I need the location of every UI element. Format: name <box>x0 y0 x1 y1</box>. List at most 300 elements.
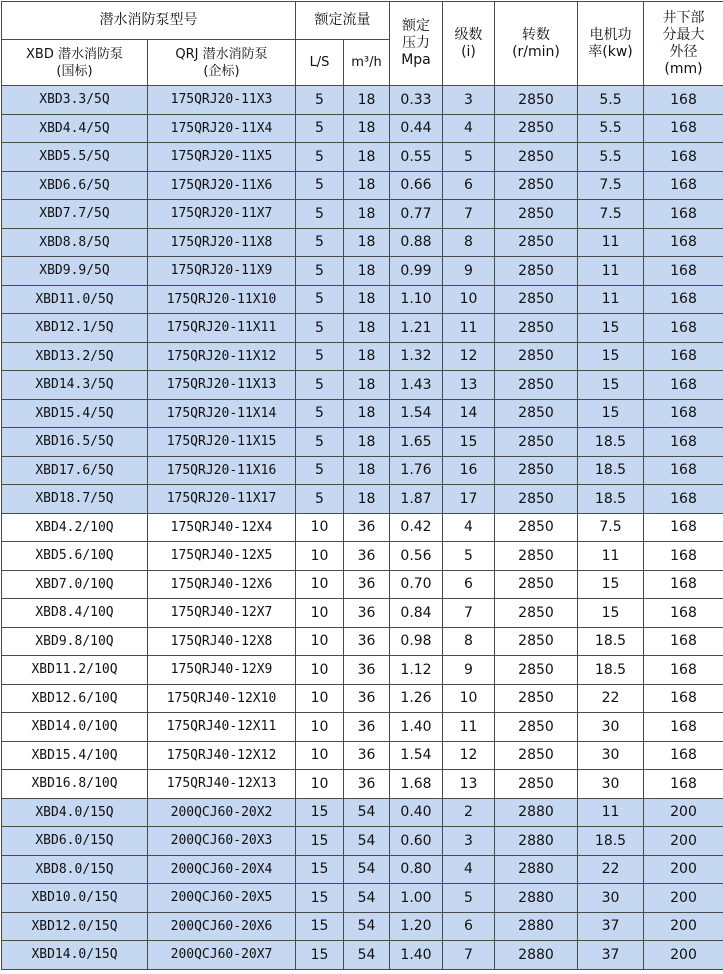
cell-flow-ls: 10 <box>296 741 344 770</box>
cell-flow-ls: 15 <box>296 798 344 827</box>
table-row <box>2 827 723 856</box>
cell-stages: 7 <box>443 599 495 628</box>
cell-qrj-model: 175QRJ40-12X10 <box>148 684 296 713</box>
cell-flow-ls: 5 <box>296 342 344 371</box>
cell-diameter: 200 <box>644 855 723 884</box>
cell-power: 30 <box>578 713 644 742</box>
cell-qrj-model: 175QRJ20-11X16 <box>148 456 296 485</box>
cell-flow-ls: 15 <box>296 941 344 970</box>
cell-power: 22 <box>578 855 644 884</box>
header-power-line2: 率(kw) <box>578 44 643 61</box>
cell-pressure: 1.68 <box>390 770 443 799</box>
cell-pressure: 1.76 <box>390 456 443 485</box>
cell-flow-ls: 10 <box>296 542 344 571</box>
cell-diameter: 168 <box>644 570 723 599</box>
cell-xbd-model: XBD11.2/10Q <box>2 656 148 685</box>
cell-power: 11 <box>578 542 644 571</box>
cell-power: 11 <box>578 798 644 827</box>
cell-speed: 2850 <box>495 228 578 257</box>
cell-diameter: 168 <box>644 713 723 742</box>
cell-xbd-model: XBD7.7/5Q <box>2 200 148 229</box>
cell-stages: 16 <box>443 456 495 485</box>
cell-power: 30 <box>578 741 644 770</box>
cell-diameter: 200 <box>644 941 723 970</box>
cell-xbd-model: XBD4.2/10Q <box>2 513 148 542</box>
cell-pressure: 0.42 <box>390 513 443 542</box>
cell-flow-m3h: 18 <box>344 314 390 343</box>
cell-diameter: 168 <box>644 257 723 286</box>
cell-xbd-model: XBD12.1/5Q <box>2 314 148 343</box>
table-row <box>2 456 723 485</box>
cell-pressure: 1.43 <box>390 371 443 400</box>
cell-qrj-model: 175QRJ40-12X12 <box>148 741 296 770</box>
cell-pressure: 0.99 <box>390 257 443 286</box>
table-row <box>2 143 723 172</box>
cell-power: 30 <box>578 770 644 799</box>
header-diameter-line3: 外径 <box>644 44 723 61</box>
cell-stages: 4 <box>443 513 495 542</box>
cell-qrj-model: 175QRJ20-11X6 <box>148 171 296 200</box>
cell-flow-m3h: 54 <box>344 827 390 856</box>
cell-speed: 2880 <box>495 941 578 970</box>
cell-speed: 2850 <box>495 257 578 286</box>
cell-qrj-model: 175QRJ20-11X7 <box>148 200 296 229</box>
cell-pressure: 1.26 <box>390 684 443 713</box>
cell-xbd-model: XBD12.6/10Q <box>2 684 148 713</box>
table-row <box>2 627 723 656</box>
cell-speed: 2850 <box>495 371 578 400</box>
cell-flow-m3h: 18 <box>344 285 390 314</box>
header-stages-line2: (i) <box>443 44 494 61</box>
cell-xbd-model: XBD17.6/5Q <box>2 456 148 485</box>
table-row <box>2 599 723 628</box>
table-row <box>2 428 723 457</box>
cell-speed: 2850 <box>495 171 578 200</box>
cell-xbd-model: XBD8.4/10Q <box>2 599 148 628</box>
header-model-group: 潜水消防泵型号 <box>2 2 296 40</box>
cell-pressure: 0.66 <box>390 171 443 200</box>
cell-xbd-model: XBD7.0/10Q <box>2 570 148 599</box>
cell-xbd-model: XBD3.3/5Q <box>2 86 148 115</box>
cell-qrj-model: 200QCJ60-20X7 <box>148 941 296 970</box>
header-xbd <box>2 40 148 86</box>
cell-diameter: 168 <box>644 741 723 770</box>
cell-pressure: 1.40 <box>390 941 443 970</box>
cell-stages: 17 <box>443 485 495 514</box>
header-pressure-line2: 压力 <box>390 35 442 52</box>
table-row <box>2 513 723 542</box>
cell-speed: 2850 <box>495 200 578 229</box>
cell-qrj-model: 175QRJ20-11X8 <box>148 228 296 257</box>
cell-diameter: 200 <box>644 912 723 941</box>
table-row <box>2 741 723 770</box>
cell-qrj-model: 175QRJ40-12X9 <box>148 656 296 685</box>
cell-stages: 6 <box>443 570 495 599</box>
cell-power: 5.5 <box>578 86 644 115</box>
cell-qrj-model: 175QRJ20-11X14 <box>148 399 296 428</box>
cell-power: 37 <box>578 912 644 941</box>
cell-speed: 2850 <box>495 656 578 685</box>
header-stages <box>443 2 495 86</box>
cell-power: 18.5 <box>578 827 644 856</box>
cell-stages: 13 <box>443 371 495 400</box>
cell-flow-ls: 10 <box>296 770 344 799</box>
table-row <box>2 656 723 685</box>
cell-power: 15 <box>578 371 644 400</box>
cell-flow-ls: 10 <box>296 656 344 685</box>
cell-flow-m3h: 18 <box>344 342 390 371</box>
cell-diameter: 168 <box>644 542 723 571</box>
cell-qrj-model: 175QRJ40-12X6 <box>148 570 296 599</box>
cell-pressure: 0.70 <box>390 570 443 599</box>
cell-flow-m3h: 18 <box>344 200 390 229</box>
cell-stages: 11 <box>443 713 495 742</box>
cell-power: 7.5 <box>578 200 644 229</box>
cell-pressure: 0.84 <box>390 599 443 628</box>
cell-power: 22 <box>578 684 644 713</box>
cell-power: 15 <box>578 570 644 599</box>
cell-power: 7.5 <box>578 171 644 200</box>
cell-speed: 2850 <box>495 285 578 314</box>
cell-flow-ls: 10 <box>296 513 344 542</box>
cell-pressure: 0.40 <box>390 798 443 827</box>
cell-flow-ls: 10 <box>296 713 344 742</box>
cell-speed: 2850 <box>495 627 578 656</box>
cell-xbd-model: XBD8.8/5Q <box>2 228 148 257</box>
cell-stages: 12 <box>443 342 495 371</box>
table-row <box>2 342 723 371</box>
header-pressure-line1: 额定 <box>390 18 442 35</box>
cell-flow-ls: 10 <box>296 599 344 628</box>
cell-qrj-model: 175QRJ20-11X9 <box>148 257 296 286</box>
header-diameter-line4: (mm) <box>644 61 723 78</box>
cell-flow-m3h: 36 <box>344 599 390 628</box>
pump-spec-table <box>1 1 723 970</box>
header-qrj-line2: (企标) <box>148 63 295 80</box>
cell-xbd-model: XBD6.0/15Q <box>2 827 148 856</box>
cell-stages: 8 <box>443 228 495 257</box>
cell-speed: 2880 <box>495 912 578 941</box>
table-row <box>2 371 723 400</box>
cell-pressure: 1.87 <box>390 485 443 514</box>
cell-flow-ls: 5 <box>296 371 344 400</box>
cell-speed: 2850 <box>495 342 578 371</box>
cell-flow-ls: 10 <box>296 684 344 713</box>
header-flow-m3h: m³/h <box>344 40 390 86</box>
cell-qrj-model: 175QRJ20-11X17 <box>148 485 296 514</box>
table-row <box>2 770 723 799</box>
cell-power: 11 <box>578 285 644 314</box>
table-row <box>2 713 723 742</box>
cell-speed: 2880 <box>495 884 578 913</box>
cell-diameter: 168 <box>644 770 723 799</box>
cell-flow-ls: 15 <box>296 855 344 884</box>
cell-stages: 5 <box>443 542 495 571</box>
cell-pressure: 1.54 <box>390 741 443 770</box>
cell-speed: 2850 <box>495 114 578 143</box>
cell-xbd-model: XBD13.2/5Q <box>2 342 148 371</box>
cell-speed: 2850 <box>495 428 578 457</box>
cell-power: 18.5 <box>578 656 644 685</box>
cell-pressure: 0.56 <box>390 542 443 571</box>
cell-xbd-model: XBD6.6/5Q <box>2 171 148 200</box>
cell-flow-m3h: 18 <box>344 371 390 400</box>
cell-speed: 2880 <box>495 855 578 884</box>
cell-pressure: 0.33 <box>390 86 443 115</box>
cell-flow-ls: 15 <box>296 884 344 913</box>
cell-qrj-model: 200QCJ60-20X5 <box>148 884 296 913</box>
cell-diameter: 168 <box>644 656 723 685</box>
cell-stages: 12 <box>443 741 495 770</box>
cell-flow-m3h: 36 <box>344 656 390 685</box>
cell-qrj-model: 175QRJ40-12X8 <box>148 627 296 656</box>
cell-flow-ls: 5 <box>296 228 344 257</box>
header-qrj-line1: QRJ 潜水消防泵 <box>148 46 295 63</box>
table-row <box>2 257 723 286</box>
cell-xbd-model: XBD10.0/15Q <box>2 884 148 913</box>
header-speed <box>495 2 578 86</box>
cell-flow-m3h: 54 <box>344 912 390 941</box>
cell-power: 18.5 <box>578 456 644 485</box>
cell-diameter: 168 <box>644 171 723 200</box>
cell-xbd-model: XBD14.0/10Q <box>2 713 148 742</box>
cell-flow-m3h: 54 <box>344 884 390 913</box>
cell-pressure: 1.32 <box>390 342 443 371</box>
cell-power: 18.5 <box>578 428 644 457</box>
cell-pressure: 1.10 <box>390 285 443 314</box>
table-row <box>2 114 723 143</box>
header-power <box>578 2 644 86</box>
cell-flow-m3h: 36 <box>344 713 390 742</box>
cell-pressure: 1.12 <box>390 656 443 685</box>
cell-flow-m3h: 54 <box>344 798 390 827</box>
cell-pressure: 0.80 <box>390 855 443 884</box>
cell-pressure: 0.60 <box>390 827 443 856</box>
cell-diameter: 168 <box>644 371 723 400</box>
cell-stages: 9 <box>443 656 495 685</box>
cell-qrj-model: 200QCJ60-20X2 <box>148 798 296 827</box>
cell-power: 15 <box>578 599 644 628</box>
cell-stages: 11 <box>443 314 495 343</box>
table-row <box>2 200 723 229</box>
table-row <box>2 228 723 257</box>
cell-diameter: 168 <box>644 200 723 229</box>
cell-xbd-model: XBD14.0/15Q <box>2 941 148 970</box>
cell-speed: 2850 <box>495 713 578 742</box>
cell-stages: 2 <box>443 798 495 827</box>
cell-diameter: 168 <box>644 399 723 428</box>
cell-power: 15 <box>578 342 644 371</box>
cell-pressure: 0.55 <box>390 143 443 172</box>
cell-speed: 2850 <box>495 456 578 485</box>
cell-stages: 13 <box>443 770 495 799</box>
cell-pressure: 1.21 <box>390 314 443 343</box>
cell-stages: 15 <box>443 428 495 457</box>
cell-qrj-model: 175QRJ20-11X12 <box>148 342 296 371</box>
cell-pressure: 1.40 <box>390 713 443 742</box>
cell-diameter: 168 <box>644 513 723 542</box>
table-row <box>2 86 723 115</box>
cell-stages: 3 <box>443 86 495 115</box>
cell-qrj-model: 175QRJ40-12X7 <box>148 599 296 628</box>
cell-flow-ls: 5 <box>296 86 344 115</box>
cell-pressure: 0.88 <box>390 228 443 257</box>
cell-speed: 2880 <box>495 827 578 856</box>
header-stages-line1: 级数 <box>443 27 494 44</box>
cell-xbd-model: XBD4.0/15Q <box>2 798 148 827</box>
table-row <box>2 941 723 970</box>
cell-pressure: 1.54 <box>390 399 443 428</box>
cell-flow-ls: 15 <box>296 912 344 941</box>
cell-power: 18.5 <box>578 627 644 656</box>
cell-stages: 9 <box>443 257 495 286</box>
cell-diameter: 200 <box>644 827 723 856</box>
cell-speed: 2850 <box>495 599 578 628</box>
header-diameter-line1: 井下部 <box>644 10 723 27</box>
cell-flow-ls: 5 <box>296 114 344 143</box>
cell-xbd-model: XBD11.0/5Q <box>2 285 148 314</box>
cell-xbd-model: XBD15.4/5Q <box>2 399 148 428</box>
cell-speed: 2850 <box>495 314 578 343</box>
cell-speed: 2880 <box>495 798 578 827</box>
cell-flow-m3h: 18 <box>344 171 390 200</box>
cell-stages: 7 <box>443 941 495 970</box>
table-row <box>2 399 723 428</box>
cell-power: 37 <box>578 941 644 970</box>
header-pressure <box>390 2 443 86</box>
cell-qrj-model: 175QRJ20-11X3 <box>148 86 296 115</box>
cell-flow-m3h: 36 <box>344 684 390 713</box>
header-qrj <box>148 40 296 86</box>
header-speed-line1: 转数 <box>495 27 577 44</box>
cell-power: 15 <box>578 314 644 343</box>
cell-speed: 2850 <box>495 86 578 115</box>
table-row <box>2 855 723 884</box>
cell-qrj-model: 175QRJ20-11X4 <box>148 114 296 143</box>
cell-qrj-model: 175QRJ40-12X11 <box>148 713 296 742</box>
header-flow-ls: L/S <box>296 40 344 86</box>
cell-xbd-model: XBD5.5/5Q <box>2 143 148 172</box>
table-row <box>2 285 723 314</box>
cell-power: 30 <box>578 884 644 913</box>
cell-stages: 5 <box>443 884 495 913</box>
cell-diameter: 168 <box>644 285 723 314</box>
cell-stages: 10 <box>443 684 495 713</box>
table-row <box>2 884 723 913</box>
table-row <box>2 171 723 200</box>
cell-xbd-model: XBD15.4/10Q <box>2 741 148 770</box>
cell-xbd-model: XBD4.4/5Q <box>2 114 148 143</box>
cell-xbd-model: XBD8.0/15Q <box>2 855 148 884</box>
cell-flow-ls: 5 <box>296 200 344 229</box>
cell-flow-ls: 5 <box>296 143 344 172</box>
cell-pressure: 0.98 <box>390 627 443 656</box>
table-body <box>2 86 723 970</box>
cell-flow-m3h: 36 <box>344 513 390 542</box>
cell-speed: 2850 <box>495 770 578 799</box>
cell-flow-m3h: 36 <box>344 627 390 656</box>
cell-flow-m3h: 36 <box>344 570 390 599</box>
cell-power: 5.5 <box>578 143 644 172</box>
cell-speed: 2850 <box>495 570 578 599</box>
cell-pressure: 1.00 <box>390 884 443 913</box>
cell-diameter: 168 <box>644 456 723 485</box>
cell-qrj-model: 175QRJ20-11X10 <box>148 285 296 314</box>
cell-flow-ls: 5 <box>296 171 344 200</box>
cell-qrj-model: 200QCJ60-20X4 <box>148 855 296 884</box>
cell-diameter: 168 <box>644 143 723 172</box>
cell-qrj-model: 175QRJ40-12X4 <box>148 513 296 542</box>
header-speed-line2: (r/min) <box>495 44 577 61</box>
cell-flow-ls: 5 <box>296 485 344 514</box>
cell-flow-ls: 5 <box>296 428 344 457</box>
cell-diameter: 168 <box>644 428 723 457</box>
cell-diameter: 168 <box>644 86 723 115</box>
cell-xbd-model: XBD14.3/5Q <box>2 371 148 400</box>
table-row <box>2 684 723 713</box>
cell-xbd-model: XBD12.0/15Q <box>2 912 148 941</box>
cell-speed: 2850 <box>495 684 578 713</box>
cell-qrj-model: 175QRJ20-11X11 <box>148 314 296 343</box>
cell-flow-ls: 15 <box>296 827 344 856</box>
cell-flow-m3h: 18 <box>344 114 390 143</box>
cell-stages: 4 <box>443 855 495 884</box>
cell-stages: 14 <box>443 399 495 428</box>
cell-flow-m3h: 36 <box>344 542 390 571</box>
cell-flow-ls: 5 <box>296 285 344 314</box>
cell-power: 11 <box>578 228 644 257</box>
cell-speed: 2850 <box>495 741 578 770</box>
cell-qrj-model: 175QRJ40-12X13 <box>148 770 296 799</box>
table-row <box>2 570 723 599</box>
cell-flow-m3h: 54 <box>344 941 390 970</box>
cell-power: 18.5 <box>578 485 644 514</box>
cell-flow-m3h: 18 <box>344 86 390 115</box>
cell-diameter: 200 <box>644 798 723 827</box>
cell-flow-m3h: 18 <box>344 228 390 257</box>
cell-flow-m3h: 18 <box>344 399 390 428</box>
cell-flow-ls: 10 <box>296 570 344 599</box>
cell-pressure: 1.65 <box>390 428 443 457</box>
cell-xbd-model: XBD16.8/10Q <box>2 770 148 799</box>
header-flow-group: 额定流量 <box>296 2 390 40</box>
header-power-line1: 电机功 <box>578 27 643 44</box>
cell-flow-m3h: 18 <box>344 456 390 485</box>
cell-pressure: 0.77 <box>390 200 443 229</box>
cell-power: 11 <box>578 257 644 286</box>
cell-speed: 2850 <box>495 542 578 571</box>
header-xbd-line2: (国标) <box>2 63 147 80</box>
cell-qrj-model: 200QCJ60-20X3 <box>148 827 296 856</box>
cell-power: 5.5 <box>578 114 644 143</box>
cell-flow-m3h: 36 <box>344 770 390 799</box>
cell-flow-m3h: 18 <box>344 428 390 457</box>
cell-speed: 2850 <box>495 485 578 514</box>
header-pressure-line3: Mpa <box>390 52 442 69</box>
cell-qrj-model: 175QRJ20-11X13 <box>148 371 296 400</box>
cell-qrj-model: 200QCJ60-20X6 <box>148 912 296 941</box>
cell-stages: 8 <box>443 627 495 656</box>
cell-diameter: 168 <box>644 627 723 656</box>
cell-flow-m3h: 54 <box>344 855 390 884</box>
cell-stages: 6 <box>443 171 495 200</box>
cell-flow-ls: 5 <box>296 399 344 428</box>
cell-flow-ls: 5 <box>296 314 344 343</box>
cell-xbd-model: XBD16.5/5Q <box>2 428 148 457</box>
cell-speed: 2850 <box>495 513 578 542</box>
cell-pressure: 0.44 <box>390 114 443 143</box>
cell-diameter: 168 <box>644 114 723 143</box>
